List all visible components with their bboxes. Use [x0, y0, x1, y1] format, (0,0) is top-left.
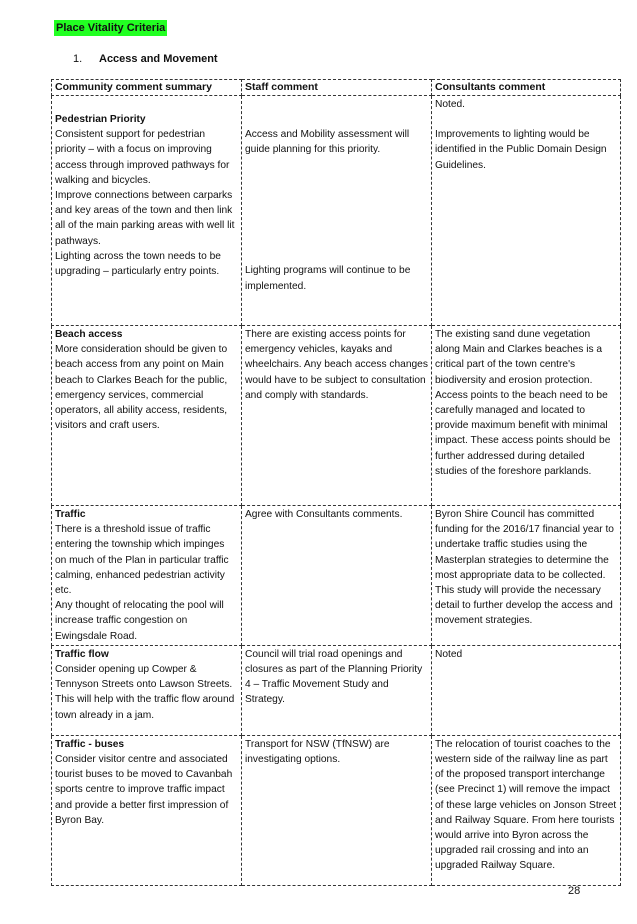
staff-text: Council will trial road openings and closures as part of the Planning Priority 4 – Traffic Movement Study and Strategy.	[245, 648, 423, 706]
community-text: Consistent support for pedestrian priority – with a focus on improving access through improved pathways for walking and bicycles.	[55, 129, 230, 186]
consultant-cell	[432, 506, 621, 646]
header-consultants: Consultants comment	[432, 80, 621, 96]
header-staff: Staff comment	[242, 80, 432, 96]
community-text: Consider opening up Cowper & Tennyson Streets onto Lawson Streets. This will help with the traffic flow around town already in a jam.	[55, 664, 235, 721]
consultant-text: The existing sand dune vegetation along Main and Clarkes beaches is a critical part of the town centre's biodiversity and erosion protection. Access points to the beach need to be carefully managed and located to provide maximum benefit with minimal impact. These access points should be further addressed during detailed studies of the foreshore parklands.	[435, 329, 611, 477]
staff-text: Access and Mobility assessment will guide planning for this priority.	[245, 129, 410, 156]
row-title: Beach access	[55, 329, 123, 340]
consultant-text: Noted.	[435, 99, 466, 110]
consultant-cell	[432, 96, 621, 326]
consultant-text: Improvements to lighting would be identified in the Public Domain Design Guidelines.	[435, 129, 607, 171]
consultant-cell	[432, 735, 621, 885]
staff-cell	[242, 645, 432, 735]
community-text: More consideration should be given to beach access from any point on Main beach to Clarkes Beach for the public, emergency services, commercial operators, all ability access, residents, visitors and craft users.	[55, 344, 228, 432]
community-text: Lighting across the town needs to be upgrading – particularly entry points.	[55, 250, 221, 278]
community-text: Consider visitor centre and associated tourist buses to be moved to Cavanbah sports centre to improve traffic impact and provide a better first impression of Byron Bay.	[55, 754, 233, 826]
community-cell	[52, 645, 242, 735]
row-title: Traffic flow	[55, 648, 109, 660]
consultant-text: The relocation of tourist coaches to the western side of the railway line as part of the proposed transport interchange (see Precinct 1) will remove the impact of these large vehicles on Jonson Street and Railway Square. From here tourists would arrive into Byron across the upgraded rail crossing and into an upgraded Railway Square.	[435, 738, 617, 872]
section-heading	[73, 52, 218, 66]
staff-text: Lighting programs will continue to be implemented.	[245, 265, 411, 292]
community-text: There is a threshold issue of traffic entering the township which impinges on much of the Plan in particular traffic calming, enhanced pedestrian activity etc. Any thought of relocating the pool will increase traffic congestion on Ewingsdale Road.	[55, 524, 229, 642]
comments-table	[51, 79, 621, 886]
row-title: Traffic - buses	[55, 738, 125, 750]
consultant-text: Byron Shire Council has committed funding for the 2016/17 financial year to undertake traffic studies using the Masterplan strategies to determine the most appropriate data to be collected. This study will provide the necessary detail to further develop the access and movement strategies.	[435, 509, 614, 627]
page-number: 28	[568, 885, 581, 897]
table-row	[52, 506, 621, 646]
section-title: Access and Movement	[99, 53, 218, 65]
table-row	[52, 96, 621, 326]
consultant-text: Noted	[435, 648, 463, 660]
staff-cell	[242, 326, 432, 506]
staff-text: There are existing access points for emergency vehicles, kayaks and wheelchairs. Any beach access changes would have to be subject to consultation and comply with standards.	[245, 329, 428, 401]
staff-cell	[242, 506, 432, 646]
table-header-row	[52, 80, 621, 96]
consultant-cell	[432, 326, 621, 506]
community-text: Improve connections between carparks and key areas of the town and then link all of the main parking areas with well lit pathways.	[55, 190, 235, 247]
table-row	[52, 735, 621, 885]
section-number: 1.	[73, 53, 83, 65]
table-row	[52, 326, 621, 506]
staff-text: Transport for NSW (TfNSW) are investigating options.	[245, 738, 390, 766]
community-cell	[52, 326, 242, 506]
community-cell	[52, 96, 242, 326]
community-cell	[52, 735, 242, 885]
staff-cell	[242, 735, 432, 885]
table-row	[52, 645, 621, 735]
row-title: Traffic	[55, 509, 86, 520]
header-community: Community comment summary	[52, 80, 242, 96]
community-cell	[52, 506, 242, 646]
row-title: Pedestrian Priority	[55, 114, 146, 125]
staff-text: Agree with Consultants comments.	[245, 509, 403, 520]
staff-cell	[242, 96, 432, 326]
criteria-heading: Place Vitality Criteria	[56, 22, 166, 34]
consultant-cell	[432, 645, 621, 735]
